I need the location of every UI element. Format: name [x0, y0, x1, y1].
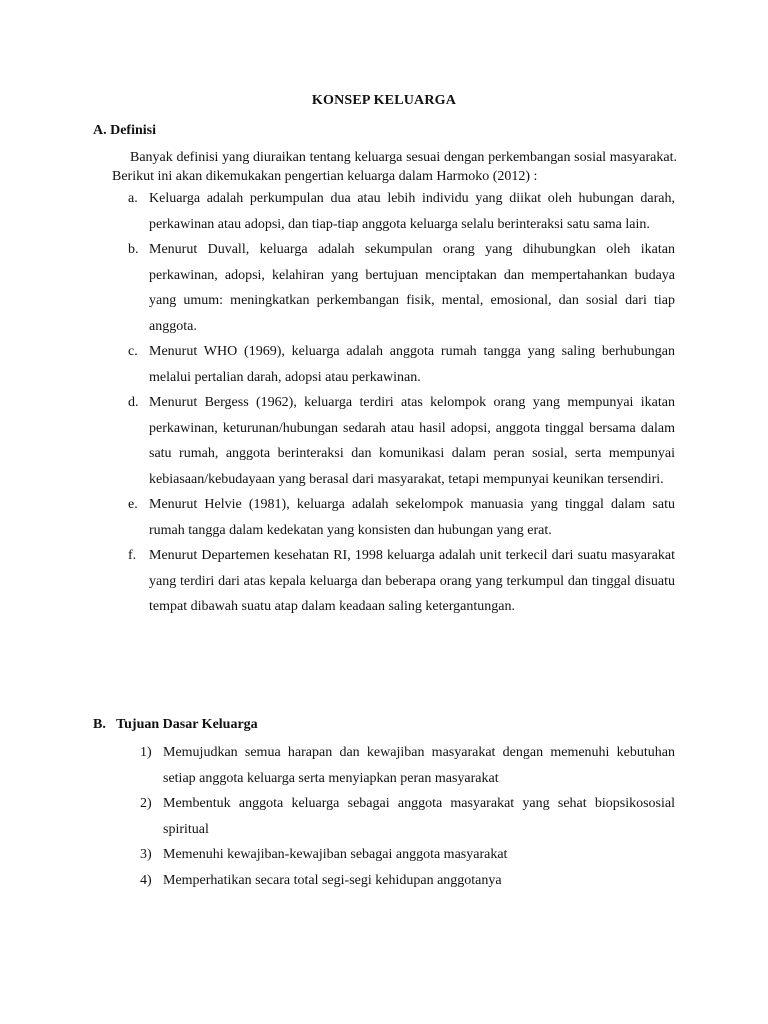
list-item: [110, 186, 675, 237]
list-item-text: Menurut Bergess (1962), keluarga terdiri atas kelompok orang yang mempunyai ikatan perkawinan, keturunan/hubungan sedarah atau hasil adopsi, anggota tinggal bersama dalam satu rumah, anggota berinteraksi dan komunikasi dalam peran sosial, serta mempunyai kebiasaan/kebudayaan yang berasal dari masyarakat, tetapi mempunyai keunikan tersendiri.: [149, 395, 675, 487]
list-item: [110, 237, 675, 339]
list-item-text: Menurut Departemen kesehatan RI, 1998 keluarga adalah unit terkecil dari suatu masyarakat yang terdiri dari atas kepala keluarga dan beberapa orang yang terkumpul dan tinggal disuatu tempat dibawah suatu atap dalam keadaan saling ketergantungan.: [149, 548, 675, 614]
list-marker: 4): [140, 872, 152, 888]
list-item-text: Memenuhi kewajiban-kewajiban sebagai anggota masyarakat: [163, 847, 508, 862]
section-a-intro: Banyak definisi yang diuraikan tentang keluarga sesuai dengan perkembangan sosial masyarakat. Berikut ini akan dikemukakan pengertian keluarga dalam Harmoko (2012) :: [112, 150, 677, 184]
list-item-text: Menurut Duvall, keluarga adalah sekumpulan orang yang dihubungkan oleh ikatan perkawinan, adopsi, kelahiran yang bertujuan menciptakan dan mempertahankan budaya yang umum: meningkatkan perkembangan fisik, mental, emosional, dan sosial dari tiap anggota.: [149, 242, 675, 334]
list-marker: a.: [128, 191, 138, 206]
list-marker: b.: [128, 242, 139, 257]
list-item-text: Memujudkan semua harapan dan kewajiban masyarakat dengan memenuhi kebutuhan setiap anggota keluarga serta menyiapkan peran masyarakat: [163, 745, 675, 786]
list-item: [110, 791, 675, 842]
list-item: [110, 842, 675, 868]
list-item-text: Memperhatikan secara total segi-segi kehidupan anggotanya: [163, 872, 502, 888]
section-a-heading: A. Definisi: [93, 123, 156, 138]
list-item: [110, 740, 675, 791]
purpose-list: [110, 740, 675, 893]
list-marker: 2): [140, 796, 152, 811]
list-marker: f.: [128, 548, 137, 563]
list-item-text: Membentuk anggota keluarga sebagai anggota masyarakat yang sehat biopsikososial spiritual: [163, 796, 675, 837]
list-item: [110, 339, 675, 390]
list-item: [110, 492, 675, 543]
definition-list: [110, 186, 675, 620]
list-item-text: Menurut Helvie (1981), keluarga adalah sekelompok manuasia yang tinggal dalam satu rumah tangga dalam kedekatan yang konsisten dan hubungan yang erat.: [149, 497, 675, 538]
document-title: KONSEP KELUARGA: [311, 93, 457, 108]
list-item: [110, 390, 675, 492]
list-marker: c.: [128, 344, 138, 359]
list-item: [110, 543, 675, 620]
list-marker: 3): [140, 847, 152, 862]
section-b-heading: B. Tujuan Dasar Keluarga: [93, 717, 258, 732]
list-item-text: Keluarga adalah perkumpulan dua atau lebih individu yang diikat oleh hubungan darah, perkawinan atau adopsi, dan tiap-tiap anggota keluarga selalu berinteraksi satu sama lain.: [149, 191, 675, 232]
list-marker: e.: [128, 497, 138, 512]
list-marker: 1): [140, 745, 152, 760]
list-item: [110, 868, 675, 894]
list-marker: d.: [128, 395, 139, 410]
list-item-text: Menurut WHO (1969), keluarga adalah anggota rumah tangga yang saling berhubungan melalui pertalian darah, adopsi atau perkawinan.: [149, 344, 675, 385]
